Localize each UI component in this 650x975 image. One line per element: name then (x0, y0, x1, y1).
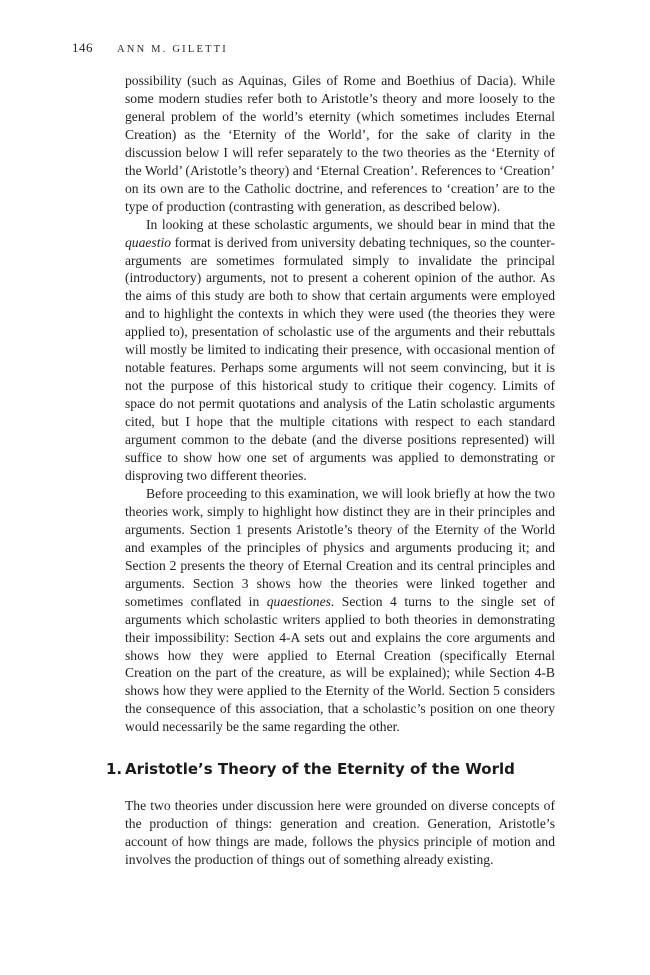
main-text (125, 72, 555, 736)
paragraph: The two theories under discussion here were grounded on diverse concepts of the production of things: generation and creation. Generation, Aristotle’s account of how things are made, follows the physics principle of motion and involves the production of things out of something already existing. (125, 798, 555, 867)
running-head (72, 40, 228, 58)
italic-term: quaestio (125, 234, 172, 250)
page-number: 146 (72, 40, 93, 55)
paragraph-text: . Section 4 turns to the single set of arguments which scholastic writers applied to both theories in demonstrating their impossibility: Section 4-A sets out and explains the core arguments and shows how they were applied to Eternal Creation (specifically Eternal Creation on the part of the creature, as will be explained); while Section 4-B shows how they were applied to the Eternity of the World. Section 5 considers the consequence of this association, that a scholastic’s position on one theory would necessarily be the same regarding the other. (125, 593, 555, 735)
paragraph: possibility (such as Aquinas, Giles of Rome and Boethius of Dacia). While some modern studies refer both to Aristotle’s theory and more loosely to the general problem of the world’s eternity (which sometimes includes Eternal Creation) as the ‘Eternity of the World’, for the sake of clarity in the discussion below I will refer separately to the two theories as the ‘Eternity of the World’ (Aristotle’s theory) and ‘Eternal Creation’. References to ‘Creation’ on its own are to the Catholic doctrine, and references to ‘creation’ are to the type of production (contrasting with generation, as described below). (125, 73, 555, 214)
italic-term: quaestiones (266, 593, 331, 609)
paragraph-text: format is derived from university debating techniques, so the counter-arguments are sometimes formulated simply to invalidate the principal (introductory) arguments, not to present a coherent opinion of the author. As the aims of this study are both to show that certain arguments were employed and to highlight the contexts in which they were used (the theories they were applied to), presentation of scholastic use of the arguments and their rebuttals will mostly be limited to indicating their presence, with occasional mention of notable features. Perhaps some arguments will not seem convincing, but it is not the purpose of this historical study to critique their cogency. Limits of space do not permit quotations and analysis of the Latin scholastic arguments cited, but I hope that the multiple citations with respect to each standard argument common to the debate (and the diverse positions represented) will suffice to show how one set of arguments was applied to demonstrating or disproving two different theories. (125, 234, 555, 483)
paragraph-text: Before proceeding to this examination, we will look briefly at how the two theories work, simply to highlight how distinct they are in their principles and arguments. Section 1 presents Aristotle’s theory of the Eternity of the World and examples of the principles of physics and arguments producing it; and Section 2 presents the theory of Eternal Creation and its central principles and arguments. Section 3 shows how the theories were linked together and sometimes conflated in (125, 485, 555, 609)
paragraph (125, 485, 555, 736)
section-title: Aristotle’s Theory of the Eternity of the World (125, 760, 515, 778)
paragraph (125, 216, 555, 485)
section-heading (106, 760, 515, 778)
running-head-author: ANN M. GILETTI (117, 44, 228, 55)
section-number: 1. (106, 760, 123, 778)
paragraph-text: In looking at these scholastic arguments, we should bear in mind that the (146, 216, 555, 232)
section-body (125, 797, 555, 869)
